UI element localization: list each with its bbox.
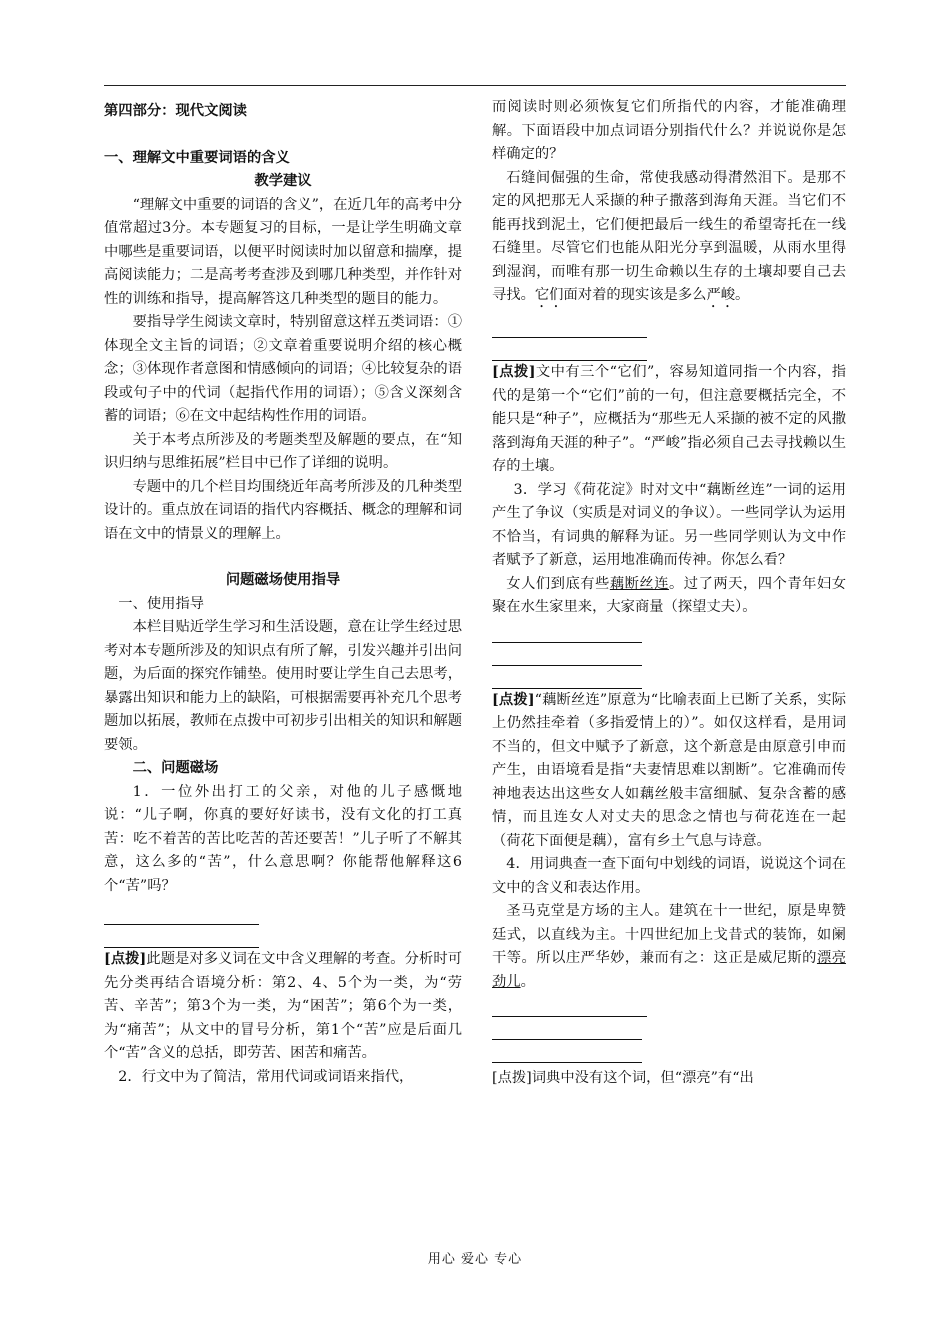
magnet-title: 问题磁场使用指导 xyxy=(225,572,341,588)
hint-1 xyxy=(104,948,462,1066)
passage-text: 石缝间倔强的生命，常使我感动得潸然泪下。是那不定的风把那无人采撷的种子撒落到海角天涯。当它们不能再找到泥土，它们便把最后一线生的希望寄托在一线石缝里。尽管它们也能从阳光分享到温暖，从雨水里得到湿润，而唯有那一切生命赖以生存的土壤却要自己去寻找。 xyxy=(492,169,846,303)
underlined-word: 漂亮劲儿 xyxy=(492,950,847,990)
teaching-title: 教学建议 xyxy=(254,173,312,189)
hint-text: 此题是对多义词在文中含义理解的考查。分析时可先分类再结合语境分析：第2、4、5个为一类，为“劳苦、辛苦”；第3个为一类，为“困苦”；第6个为一类，为“痛苦”；从文中的冒号分析，第1个“苦”应是后面几个“苦”含义的总括，即劳苦、困苦和痛苦。 xyxy=(104,951,463,1061)
answer-blank xyxy=(104,925,259,948)
paragraph: 专题中的几个栏目均围绕近年高考所涉及的几种类型设计的。重点放在词语的指代内容概括、概念的理解和词语在文中的情景义的理解上。 xyxy=(104,478,462,542)
passage-text: 女人们到底有些 xyxy=(506,575,610,592)
hint-text: 词典中没有这个词，但“漂亮”有“出 xyxy=(531,1070,754,1086)
question-4: 4．用词典查一查下面句中划线的词语，说说这个词在文中的含义和表达作用。 xyxy=(492,856,846,896)
answer-blank xyxy=(492,315,647,338)
hint-tag: [点拨] xyxy=(492,364,536,380)
passage-text: 。 xyxy=(735,287,750,303)
hint-4 xyxy=(492,1067,846,1091)
answer-blank xyxy=(492,994,647,1017)
paragraph: 本栏目贴近学生学习和生活设题，意在让学生经过思考对本专题所涉及的知识点有所了解，引发兴趣并引出问题，为后面的探究作铺垫。使用时要让学生自己去思考，暴露出知识和能力上的缺陷，可根据需要再补充几个思考题加以拓展，教师在点拨中可初步引出相关的知识和解题要领。 xyxy=(104,619,462,753)
answer-blank xyxy=(492,666,642,689)
answer-blank xyxy=(492,1040,642,1063)
hint-tag: [点拨] xyxy=(492,1070,532,1086)
right-column xyxy=(492,96,846,1091)
answer-blank xyxy=(492,643,642,666)
hint-text: 文中有三个“它们”，容易知道同指一个内容，指代的是第一个“它们”前的一句，但注意要概括完全，不能只是“种子”，应概括为“那些无人采撷的被不定的风撒落到海角天涯的种子”。“严峻”指必须自己去寻找赖以生存的土壤。 xyxy=(492,364,846,474)
usage-title: 一、使用指导 xyxy=(118,595,205,612)
hint-tag: [点拨] xyxy=(104,951,147,967)
passage-4 xyxy=(492,900,846,994)
dotted-word: 严峻 xyxy=(706,287,736,303)
hint-2 xyxy=(492,361,846,479)
section-title: 一、理解文中重要词语的含义 xyxy=(104,149,290,166)
underlined-word: 藕断丝连 xyxy=(609,575,670,592)
passage-3 xyxy=(492,573,846,620)
hint-3 xyxy=(492,689,846,854)
paragraph: 要指导学生阅读文章时，特别留意这样五类词语：①体现全文主旨的词语；②文章着重要说明介绍的核心概念；③体现作者意图和情感倾向的词语；④比较复杂的语段或句子中的代词（起指代作用的词语）；⑤含义深刻含蓄的词语；⑥在文中起结构性作用的词语。 xyxy=(104,314,462,424)
answer-blank xyxy=(492,620,642,643)
part-title: 第四部分：现代文阅读 xyxy=(104,103,247,119)
passage-text: 。 xyxy=(520,973,535,990)
passage-text: 面对着的现实该是多么 xyxy=(563,287,707,303)
question-3: 3．学习《荷花淀》时对文中“藕断丝连”一词的运用产生了争议（实质是对词义的争议）。一些同学认为运用不恰当，有词典的解释为证。另一些同学则认为文中作者赋予了新意，运用地准确而传神。你怎么看？ xyxy=(492,481,846,568)
header-rule xyxy=(104,85,846,86)
hint-text: “藕断丝连”原意为“比喻表面上已断了关系，实际上仍然挂牵着（多指爱情上的）”。如仅这样看，是用词不当的，但文中赋予了新意，这个新意是由原意引申而产生，由语境看是指“夫妻情思难以割断”。它准确而传神地表达出这些女人如藕丝般丰富细腻、复杂含蓄的感情，而且连女人对丈夫的思念之情也与荷花连在一起（荷花下面便是藕），富有乡土气息与诗意。 xyxy=(492,691,846,849)
passage-text: 圣马克堂是方场的主人。建筑在十一世纪，原是卑赞廷式，以直线为主。十四世纪加上戈昔式的装饰，如阑干等。所以庄严华妙，兼而有之：这正是威尼斯的 xyxy=(492,903,846,966)
question-1: 1．一位外出打工的父亲，对他的儿子感慨地说：“儿子啊，你真的要好好读书，没有文化的打工真苦：吃不着苦的苦比吃苦的苦还要苦！”儿子听了不解其意，这么多的“苦”，什么意思啊？你能帮他解释这6个“苦”吗？ xyxy=(104,783,462,894)
page-footer: 用心 爱心 专心 xyxy=(427,1252,523,1267)
question-2-cont: 而阅读时则必须恢复它们所指代的内容，才能准确理解。下面语段中加点词语分别指代什么？并说说你是怎样确定的？ xyxy=(492,99,846,162)
left-column xyxy=(104,96,462,1089)
passage-text: 。过了两天，四个青年妇女聚在水生家里来，大家商量（探望丈夫）。 xyxy=(492,575,847,615)
dotted-word: 它们 xyxy=(534,287,564,303)
answer-blank xyxy=(492,1017,642,1040)
paragraph: 关于本考点所涉及的考题类型及解题的要点，在“知识归纳与思维拓展”栏目中已作了详细的说明。 xyxy=(104,431,462,471)
hint-tag: [点拨] xyxy=(492,691,535,708)
passage-2 xyxy=(492,167,846,312)
paragraph: “理解文中重要的词语的含义”，在近几年的高考中分值常超过3分。本专题复习的目标，一是让学生明确文章中哪些是重要词语，以便平时阅读时加以留意和揣摩，提高阅读能力；二是高考考查涉及到哪几种类型，并作针对性的训练和指导，提高解答这几种类型的题目的能力。 xyxy=(104,196,462,307)
magnet-subtitle: 二、问题磁场 xyxy=(132,760,219,776)
question-2: 2．行文中为了简洁，常用代词或词语来指代， xyxy=(118,1068,414,1085)
answer-blank xyxy=(104,902,259,925)
answer-blank xyxy=(492,338,647,361)
